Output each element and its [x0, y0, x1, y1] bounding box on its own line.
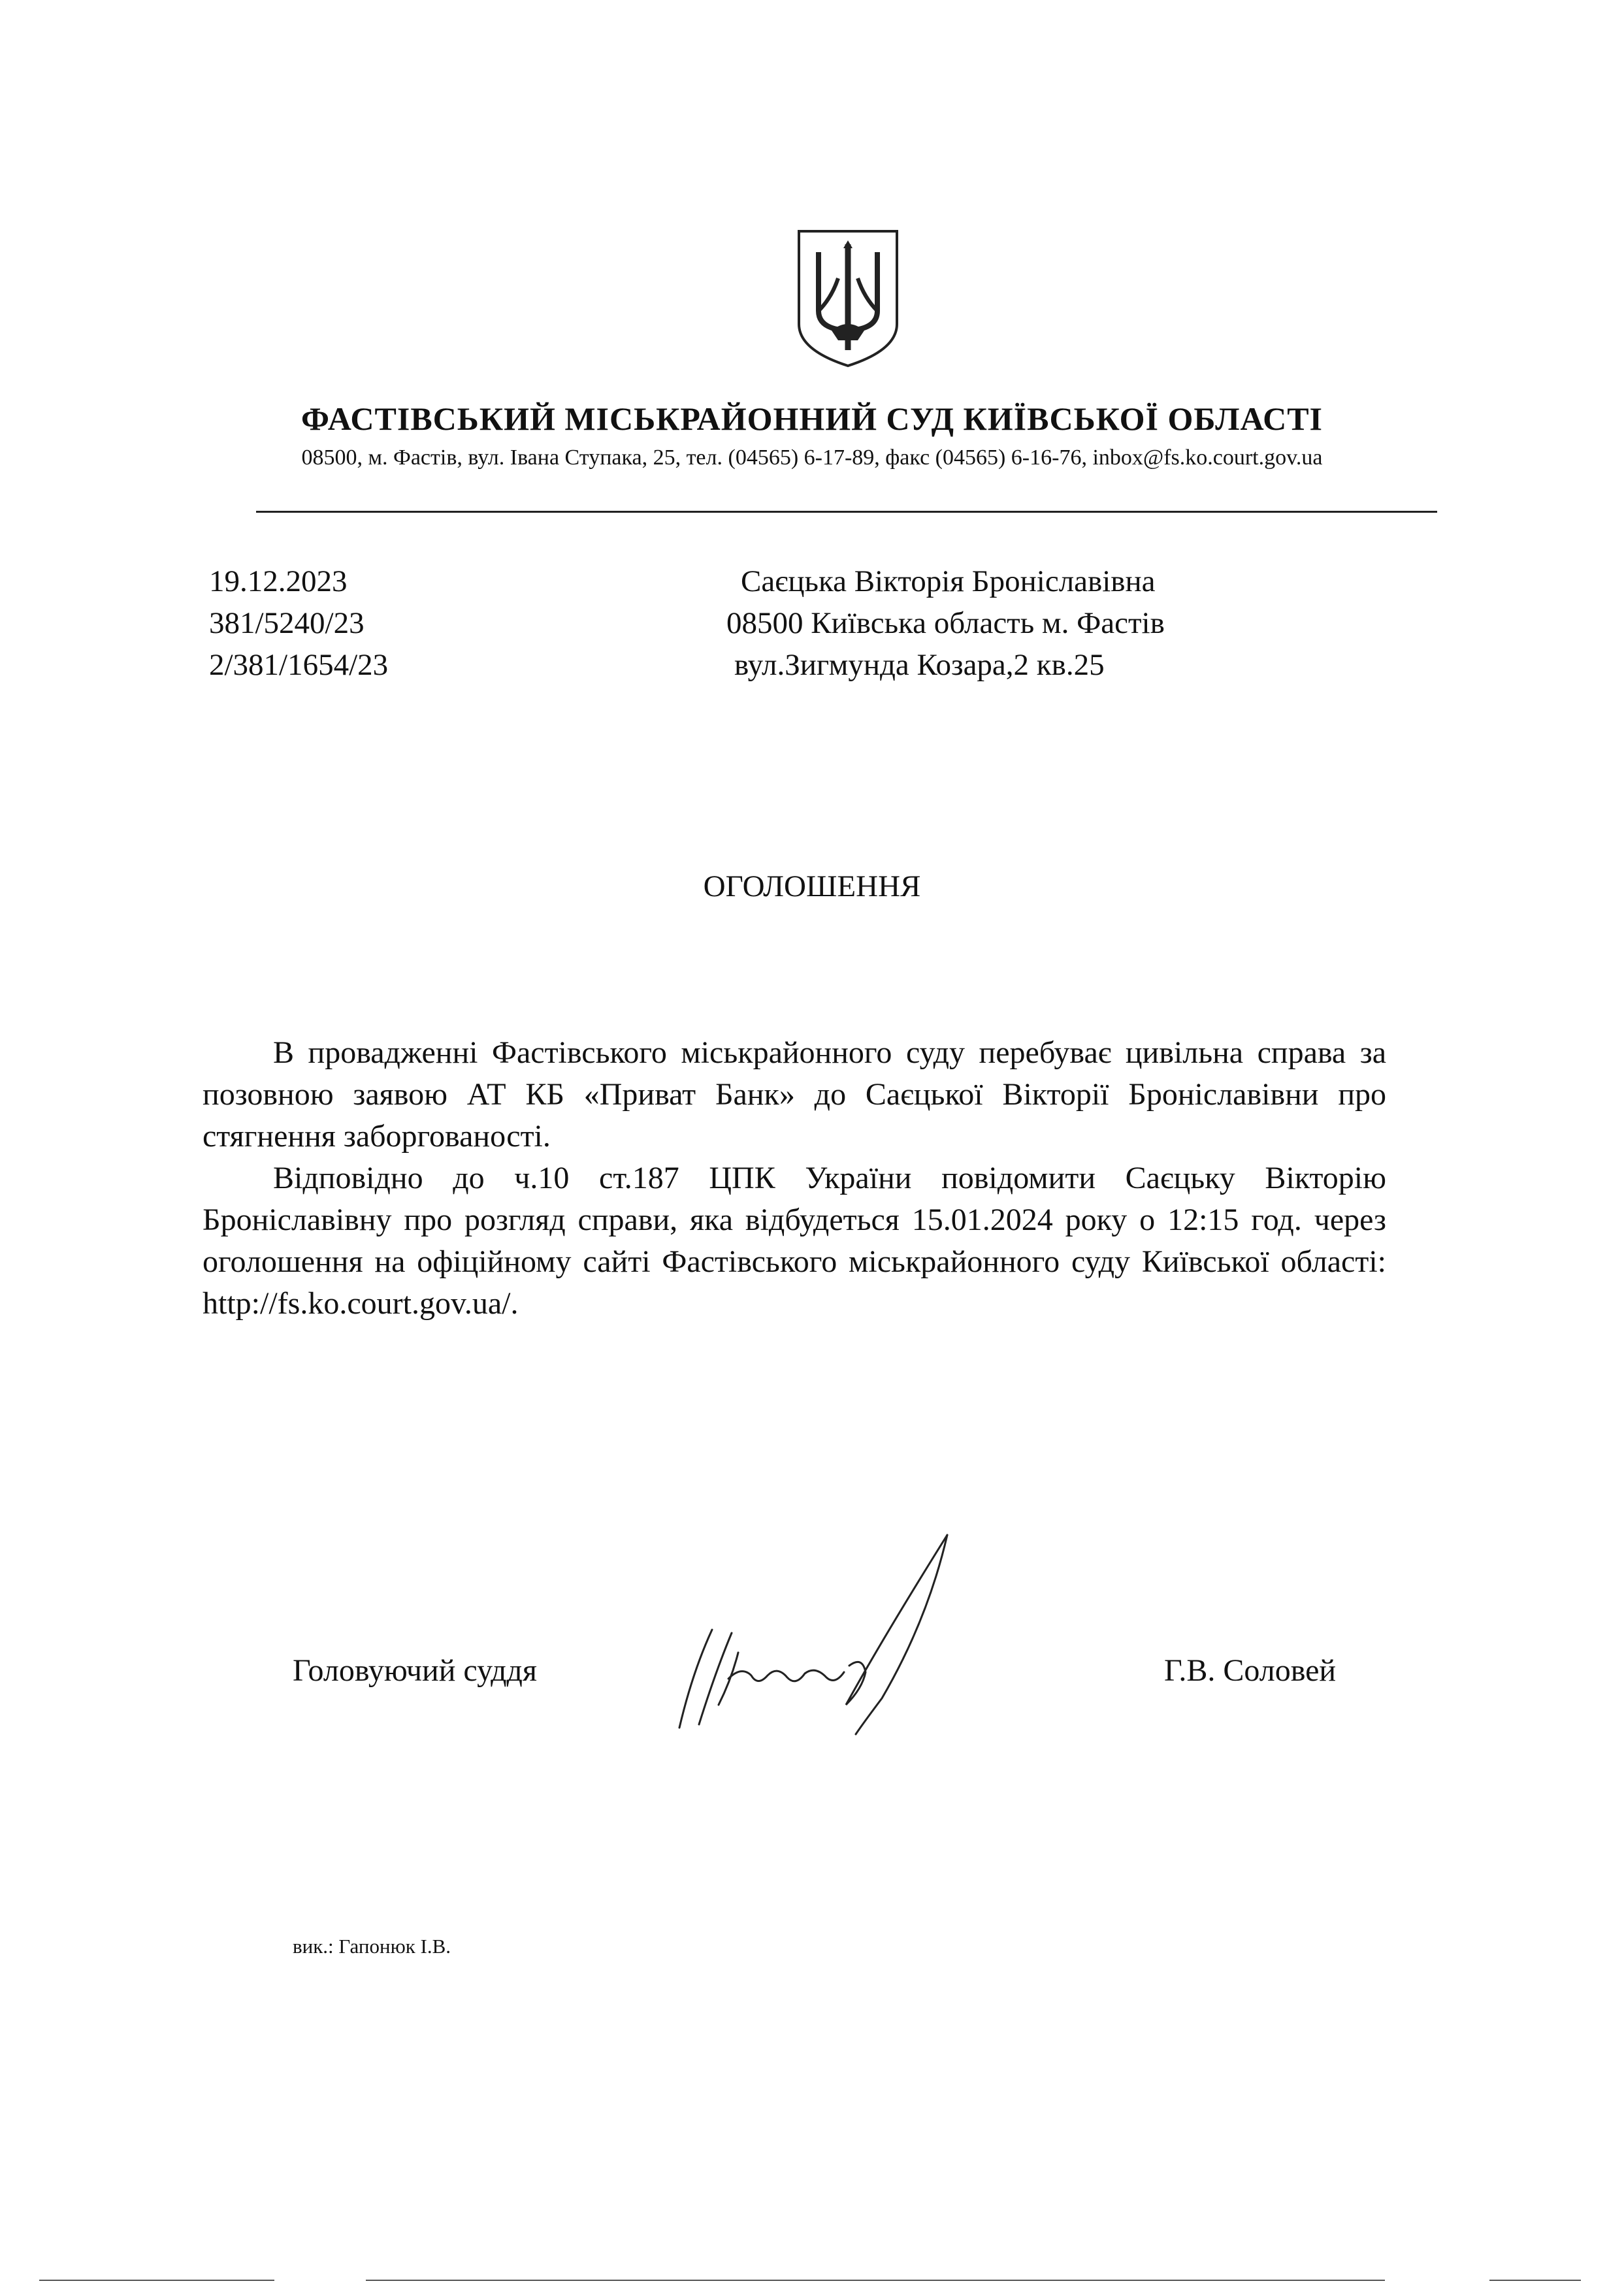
signatory-role: Головуючий суддя [293, 1653, 537, 1688]
document-date: 19.12.2023 [209, 564, 348, 598]
recipient-street: вул.Зигмунда Козара,2 кв.25 [734, 648, 1105, 682]
bottom-scan-line [366, 2280, 1385, 2281]
reference-number: 381/5240/23 [209, 606, 365, 640]
recipient-name: Саєцька Вікторія Броніславівна [741, 564, 1156, 598]
court-address: 08500, м. Фастів, вул. Івана Ступака, 25, тел. (04565) 6-17-89, факс (04565) 6-16-76, inbox@fs.ko.court.gov.ua [301, 445, 1323, 470]
reference-block [209, 560, 388, 686]
case-number: 2/381/1654/23 [209, 648, 389, 682]
announcement-paragraph: В провадженні Фастівського міськрайонного суду перебуває цивільна справа за позовною заявою АТ КБ «Приват Банк» до Саєцької Вікторії Броніславівни про стягнення заборгованості. [203, 1035, 1386, 1154]
bottom-scan-line [1489, 2280, 1581, 2281]
bottom-scan-line [39, 2280, 274, 2281]
executor-note: вик.: Гапонюк І.В. [293, 1935, 451, 1958]
court-name: ФАСТІВСЬКИЙ МІСЬКРАЙОННИЙ СУД КИЇВСЬКОЇ ОБЛАСТІ [300, 400, 1324, 437]
announcement-body [203, 1032, 1386, 1325]
header-divider [256, 511, 1437, 513]
recipient-city: 08500 Київська область м. Фастів [726, 606, 1165, 640]
trident-coat-of-arms-icon [792, 226, 903, 370]
signatory-name: Г.В. Соловей [1164, 1653, 1337, 1688]
announcement-paragraph: Відповідно до ч.10 ст.187 ЦПК України повідомити Саєцьку Вікторію Броніславівну про розгляд справи, яка відбудеться 15.01.2024 року о 12:15 год. через оголошення на офіційному сайті Фастівського міськрайонного суду Київської області: http://fs.ko.court.gov.ua/. [203, 1161, 1386, 1321]
handwritten-signature [666, 1509, 1032, 1751]
announcement-title: ОГОЛОШЕННЯ [703, 869, 921, 903]
